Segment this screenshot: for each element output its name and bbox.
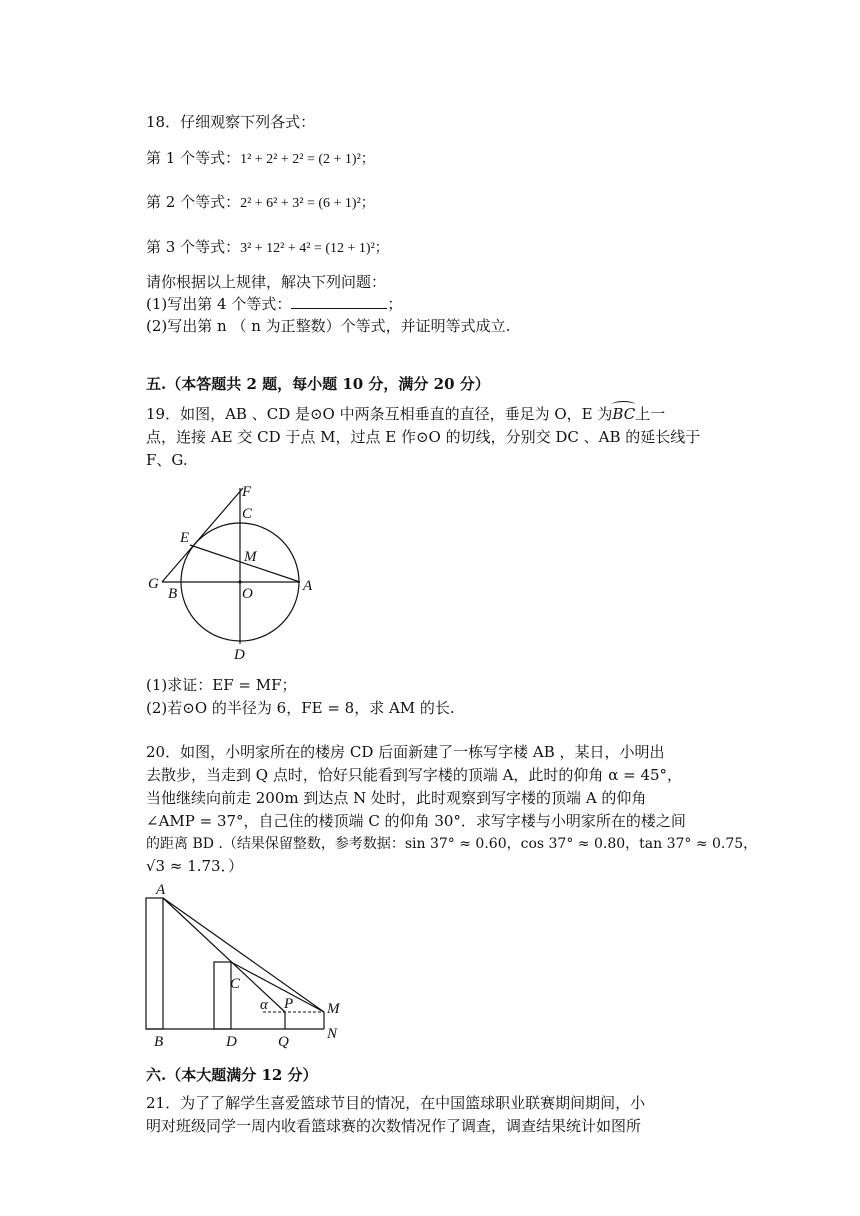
q20-line-5: 的距离 BD .（结果保留整数，参考数据：sin 37° ≈ 0.60，cos 37° ≈ 0.80，tan 37° ≈ 0.75， — [146, 836, 758, 852]
q18-part1-end: ； — [387, 295, 403, 313]
q20-line-2: 去散步，当走到 Q 点时，恰好只能看到写字楼的顶端 A，此时的仰角 α = 45°， — [146, 766, 683, 784]
building-ab — [146, 898, 163, 1029]
q18-part1-text: (1)写出第 4 个等式： — [146, 295, 292, 313]
q20-line-3: 当他继续向前走 200m 到达点 N 处时，此时观察到写字楼的顶端 A 的仰角 — [146, 789, 647, 807]
sight-line-am — [163, 898, 324, 1012]
label-a: A — [156, 882, 166, 898]
label-f: F — [242, 484, 252, 500]
building-cd — [214, 962, 231, 1029]
label-a: A — [303, 578, 313, 594]
q19-line1a: 19．如图，AB 、CD 是⊙O 中两条互相垂直的直径，垂足为 O，E 为 — [146, 405, 613, 423]
label-c: C — [230, 976, 241, 992]
q19-line-2: 点，连接 AE 交 CD 于点 M，过点 E 作⊙O 的切线，分别交 DC 、AB 的延长线于 — [146, 428, 701, 446]
q19-part1: (1)求证：EF = MF； — [146, 676, 297, 694]
label-e: E — [180, 530, 190, 546]
q18-equation-3 — [146, 237, 389, 259]
label-m: M — [327, 1001, 340, 1017]
sight-line-ap — [163, 898, 285, 1012]
label-d: D — [234, 647, 245, 663]
tangent-line-gf — [162, 488, 243, 582]
q18-eq3: 3² + 12² + 4² = (12 + 1)²； — [240, 241, 389, 256]
label-d: D — [226, 1034, 237, 1050]
q21-line-2: 明对班级同学一周内收看篮球赛的次数情况作了调查，调查结果统计如图所 — [146, 1117, 642, 1135]
label-m: M — [244, 549, 257, 565]
q18-eq1-prefix: 第 1 个等式： — [146, 149, 241, 167]
label-c: C — [242, 506, 253, 522]
center-point — [238, 580, 241, 583]
q18-instruction: 请你根据以上规律，解决下列问题： — [146, 273, 387, 291]
label-p: P — [284, 996, 294, 1012]
label-b: B — [154, 1034, 164, 1050]
q18-equation-2 — [146, 192, 375, 214]
q18-eq2-prefix: 第 2 个等式： — [146, 193, 241, 211]
label-g: G — [148, 576, 159, 592]
q18-part2: (2)写出第 n （ n 为正整数）个等式，并证明等式成立. — [146, 317, 511, 335]
q18-equation-1 — [146, 148, 375, 170]
q20-line-1: 20．如图，小明家所在的楼房 CD 后面新建了一栋写字楼 AB ，某日，小明出 — [146, 743, 665, 761]
label-alpha: α — [260, 997, 268, 1013]
label-b: B — [168, 586, 178, 602]
q18-eq2: 2² + 6² + 3² = (6 + 1)²； — [240, 196, 375, 211]
q18-eq3-prefix: 第 3 个等式： — [146, 238, 241, 256]
q19-arc-bc: BC — [612, 405, 636, 423]
label-o: O — [242, 586, 253, 602]
q20-building-figure — [138, 880, 348, 1050]
section-6-heading: 六.（本大题满分 12 分） — [146, 1066, 318, 1084]
q19-line-3: F、G. — [146, 451, 188, 469]
q20-line-6: √3 ≈ 1.73．） — [146, 857, 244, 875]
q19-line-1 — [146, 404, 665, 424]
q18-title: 18．仔细观察下列各式： — [146, 113, 316, 131]
answer-blank[interactable] — [291, 294, 387, 309]
q19-circle-figure — [140, 478, 330, 668]
q18-part1 — [146, 294, 402, 314]
q19-part2: (2)若⊙O 的半径为 6，FE = 8，求 AM 的长. — [146, 699, 455, 717]
q18-eq1: 1² + 2² + 2² = (2 + 1)²； — [240, 152, 375, 167]
q19-line1b: 上一 — [635, 405, 666, 423]
label-q: Q — [278, 1034, 289, 1050]
section-5-heading: 五.（本答题共 2 题，每小题 10 分，满分 20 分） — [146, 375, 490, 393]
q20-line-4: ∠AMP = 37°，自己住的楼顶端 C 的仰角 30°．求写字楼与小明家所在的楼之间 — [146, 812, 686, 830]
q21-line-1: 21．为了了解学生喜爱篮球节目的情况，在中国篮球职业联赛期间期间，小 — [146, 1094, 646, 1112]
label-n: N — [327, 1026, 338, 1042]
